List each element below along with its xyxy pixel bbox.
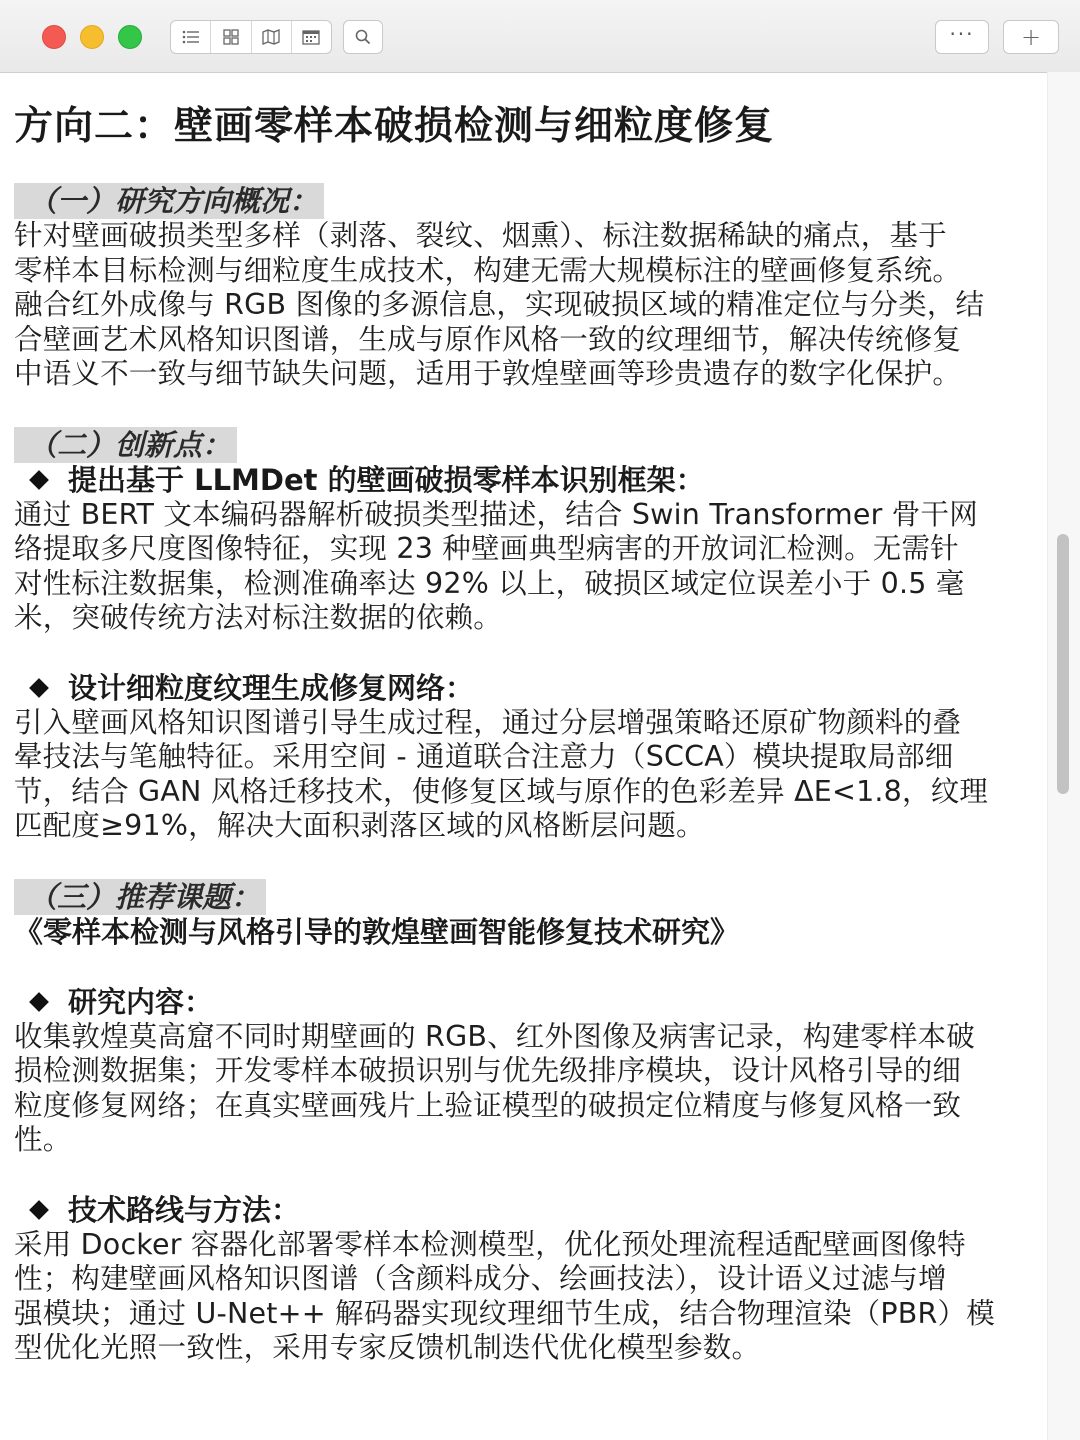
diamond-bullet-icon [29, 678, 49, 698]
overview-line: 融合红外成像与 RGB 图像的多源信息，实现破损区域的精准定位与分类，结 [14, 288, 985, 321]
add-button[interactable] [1003, 20, 1059, 54]
section-heading-innovation: （二）创新点： [14, 427, 237, 463]
search-icon [355, 29, 371, 45]
window-toolbar [0, 0, 1080, 73]
research-line: 损检测数据集；开发零样本破损识别与优先级排序模块，设计风格引导的细 [14, 1054, 962, 1087]
zoom-window-button[interactable] [118, 25, 142, 49]
grid-icon [223, 29, 239, 45]
overview-line: 中语义不一致与细节缺失问题，适用于敦煌壁画等珍贵遗存的数字化保护。 [14, 357, 962, 390]
close-window-button[interactable] [42, 25, 66, 49]
view-mode-segmented-control [170, 20, 332, 54]
bullet-title-text: 提出基于 LLMDet 的壁画破损零样本识别框架： [68, 462, 705, 497]
diamond-bullet-icon [29, 1200, 49, 1220]
innovation-line: 米，突破传统方法对标注数据的依赖。 [14, 601, 502, 634]
diamond-bullet-icon [29, 992, 49, 1012]
bullet-title [14, 671, 1042, 706]
method-line: 性；构建壁画风格知识图谱（含颜料成分、绘画技法），设计语义过滤与增 [14, 1262, 947, 1295]
bullet-title-text: 设计细粒度纹理生成修复网络： [68, 670, 475, 705]
document-title: 方向二：壁画零样本破损检测与细粒度修复 [14, 104, 775, 149]
innovation-line: 对性标注数据集，检测准确率达 92% 以上，破损区域定位误差小于 0.5 毫 [14, 566, 965, 600]
innovation-line: 通过 BERT 文本编码器解析破损类型描述，结合 Swin Transformer 骨干网 [14, 497, 978, 531]
innovation-line: 络提取多尺度图像特征，实现 23 种壁画典型病害的开放词汇检测。无需针 [14, 532, 959, 565]
calendar-view-button[interactable] [292, 21, 331, 53]
map-icon [262, 29, 280, 45]
diamond-bullet-icon [29, 470, 49, 490]
innovation-line: 引入壁画风格知识图谱引导生成过程，通过分层增强策略还原矿物颜料的叠 [14, 705, 962, 739]
vertical-scrollbar[interactable] [1047, 72, 1080, 1440]
bullet-title [14, 985, 1042, 1020]
innovation-line: 晕技法与笔触特征。采用空间 - 通道联合注意力（SCCA）模块提取局部细 [14, 740, 954, 773]
method-line: 型优化光照一致性，采用专家反馈机制迭代优化模型参数。 [14, 1331, 761, 1364]
research-line: 粒度修复网络；在真实壁画残片上验证模型的破损定位精度与修复风格一致 [14, 1088, 962, 1122]
innovation-line: 匹配度≥91%，解决大面积剥落区域的风格断层问题。 [14, 809, 705, 842]
overview-line: 合壁画艺术风格知识图谱，生成与原作风格一致的纹理细节，解决传统修复 [14, 322, 962, 356]
bullet-title [14, 1193, 1042, 1228]
scrollbar-thumb[interactable] [1057, 534, 1069, 794]
overview-line: 零样本目标检测与细粒度生成技术，构建无需大规模标注的壁画修复系统。 [14, 253, 962, 287]
calendar-icon [302, 29, 320, 45]
innovation-line: 节，结合 GAN 风格迁移技术，使修复区域与原作的色彩差异 ΔE<1.8，纹理 [14, 774, 989, 808]
plus-icon: + [1020, 23, 1042, 51]
minimize-window-button[interactable] [80, 25, 104, 49]
bullet-title [14, 463, 1042, 498]
list-view-button[interactable] [171, 21, 211, 53]
more-options-button[interactable] [935, 20, 989, 54]
more-icon: ··· [949, 22, 975, 46]
bullet-title-text: 研究内容： [68, 984, 214, 1019]
bullet-title-text: 技术路线与方法： [68, 1192, 301, 1227]
search-button[interactable] [343, 20, 383, 54]
section-heading-topic: （三）推荐课题： [14, 879, 266, 915]
method-line: 强模块；通过 U-Net++ 解码器实现纹理细节生成，结合物理渲染（PBR）模 [14, 1296, 995, 1330]
method-line: 采用 Docker 容器化部署零样本检测模型，优化预处理流程适配壁画图像特 [14, 1227, 966, 1261]
research-line: 性。 [14, 1123, 72, 1156]
list-icon [182, 30, 200, 44]
map-view-button[interactable] [252, 21, 292, 53]
grid-view-button[interactable] [211, 21, 251, 53]
research-line: 收集敦煌莫高窟不同时期壁画的 RGB、红外图像及病害记录，构建零样本破 [14, 1019, 976, 1053]
section-heading-overview: （一）研究方向概况： [14, 183, 324, 219]
overview-line: 针对壁画破损类型多样（剥落、裂纹、烟熏）、标注数据稀缺的痛点，基于 [14, 219, 947, 252]
recommended-topic: 《零样本检测与风格引导的敦煌壁画智能修复技术研究》 [14, 914, 740, 949]
document-body[interactable] [14, 100, 1042, 1366]
